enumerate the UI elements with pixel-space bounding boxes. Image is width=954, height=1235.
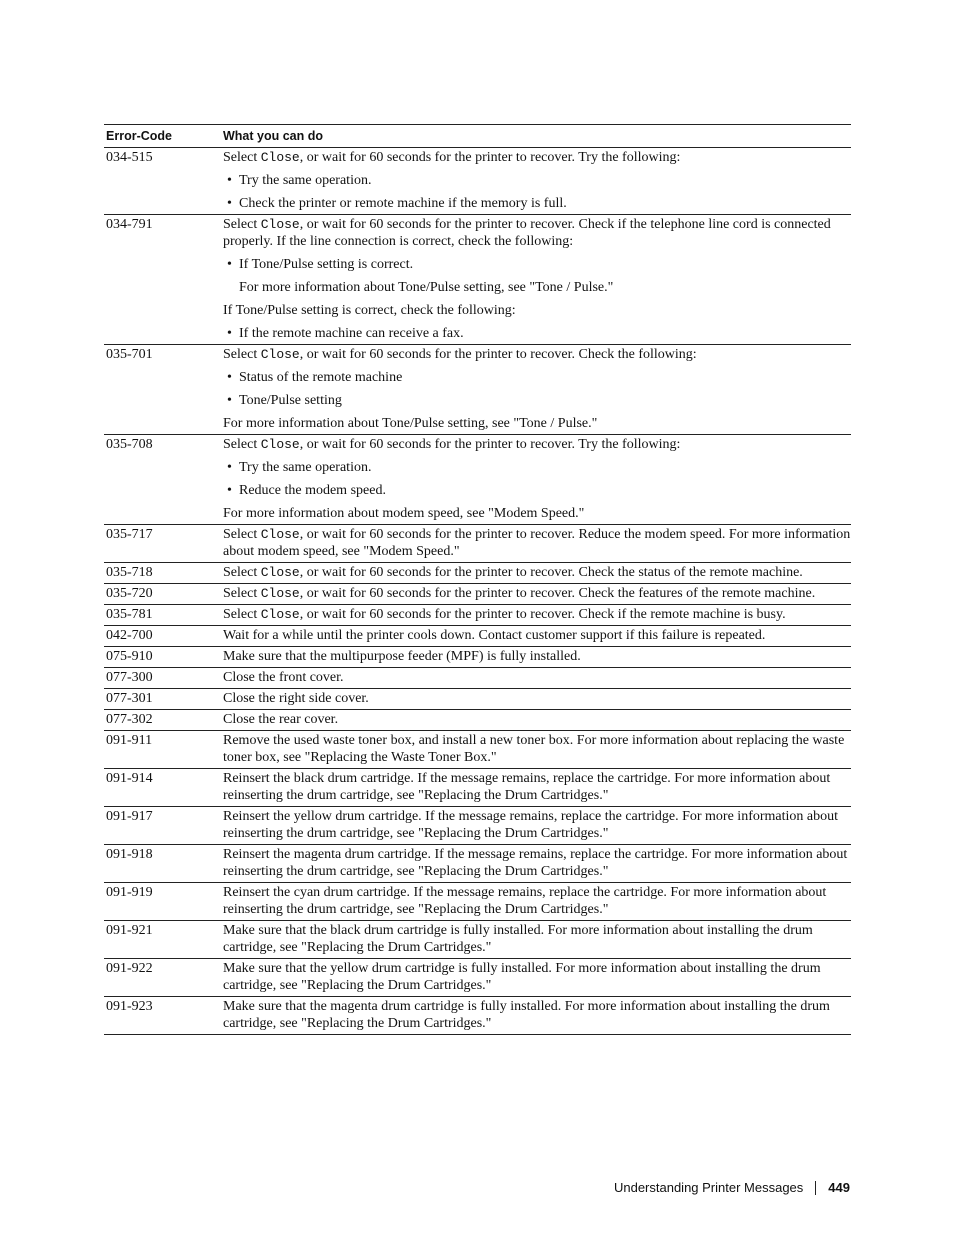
footer-separator	[815, 1181, 816, 1195]
error-code-cell: 035-708	[106, 437, 153, 452]
action-cell	[223, 345, 851, 434]
table-row	[104, 883, 851, 921]
table-row	[104, 668, 851, 689]
error-code-cell: 077-301	[106, 691, 153, 706]
header-error-code: Error-Code	[106, 129, 172, 143]
action-text	[223, 526, 851, 560]
action-cell	[223, 710, 851, 730]
close-command-text: Close	[260, 217, 300, 232]
action-text	[223, 770, 851, 804]
action-text-part: Make sure that the multipurpose feeder (MPF) is fully installed.	[223, 649, 581, 664]
action-text-part: , or wait for 60 seconds for the printer to recover. Reduce the modem speed. For more information about modem speed, see "Modem Speed."	[223, 527, 851, 559]
page-number: 449	[828, 1180, 850, 1195]
action-text-part: Select	[223, 347, 261, 362]
action-cell	[223, 563, 851, 583]
action-text-part: Select	[223, 437, 261, 452]
table-row	[104, 626, 851, 647]
action-text	[223, 846, 851, 880]
action-cell	[223, 647, 851, 667]
action-text	[223, 669, 851, 686]
action-cell	[223, 883, 851, 920]
bullet-item: • Try the same operation.	[223, 459, 851, 476]
action-text-part: Make sure that the magenta drum cartridge is fully installed. For more information about installing the drum cartridge, see "Replacing the Drum Cartridges."	[223, 999, 830, 1031]
action-text	[223, 505, 851, 522]
action-text	[223, 149, 851, 166]
action-text	[223, 884, 851, 918]
action-text	[223, 585, 851, 602]
error-code-cell: 035-718	[106, 565, 153, 580]
error-code-cell: 091-922	[106, 961, 153, 976]
bullet-item: • Try the same operation.	[223, 172, 851, 189]
action-text-part: Select	[223, 586, 261, 601]
close-command-text: Close	[260, 565, 300, 580]
bullet-item: • Status of the remote machine	[223, 369, 851, 386]
error-code-cell: 091-917	[106, 809, 153, 824]
action-text-part: Make sure that the yellow drum cartridge is fully installed. For more information about installing the drum cartridge, see "Replacing the Drum Cartridges."	[223, 961, 821, 993]
error-code-table	[104, 124, 851, 1035]
action-cell	[223, 689, 851, 709]
table-row	[104, 997, 851, 1035]
error-code-cell: 091-914	[106, 771, 153, 786]
action-text-part: For more information about Tone/Pulse setting, see "Tone / Pulse."	[223, 416, 598, 431]
action-text-part: Make sure that the black drum cartridge is fully installed. For more information about installing the drum cartridge, see "Replacing the Drum Cartridges."	[223, 923, 813, 955]
table-row	[104, 921, 851, 959]
table-row	[104, 647, 851, 668]
action-cell	[223, 668, 851, 688]
action-text	[223, 732, 851, 766]
close-command-text: Close	[260, 347, 300, 362]
close-command-text: Close	[260, 437, 300, 452]
action-text-part: Wait for a while until the printer cools down. Contact customer support if this failure is repeated.	[223, 628, 766, 643]
error-code-cell: 091-919	[106, 885, 153, 900]
error-code-cell: 035-701	[106, 347, 153, 362]
action-text-part: , or wait for 60 seconds for the printer to recover. Try the following:	[299, 437, 681, 452]
action-text-part: Select	[223, 150, 261, 165]
action-text	[223, 960, 851, 994]
table-row	[104, 689, 851, 710]
header-what-you-can-do: What you can do	[223, 129, 323, 143]
error-code-cell: 091-923	[106, 999, 153, 1014]
action-text-part: Close the right side cover.	[223, 691, 369, 706]
action-text-part: Select	[223, 607, 261, 622]
action-text	[223, 564, 851, 581]
action-cell	[223, 921, 851, 958]
action-text	[223, 998, 851, 1032]
action-cell	[223, 626, 851, 646]
bullet-item: • Tone/Pulse setting	[223, 392, 851, 409]
action-text-part: Select	[223, 217, 261, 232]
action-cell	[223, 997, 851, 1034]
error-code-cell: 035-720	[106, 586, 153, 601]
action-text-part: Select	[223, 565, 261, 580]
table-row	[104, 845, 851, 883]
table-row	[104, 959, 851, 997]
close-command-text: Close	[260, 586, 300, 601]
error-code-cell: 091-918	[106, 847, 153, 862]
action-text-part: Close the rear cover.	[223, 712, 339, 727]
close-command-text: Close	[260, 150, 300, 165]
close-command-text: Close	[260, 607, 300, 622]
table-row	[104, 345, 851, 435]
action-text	[223, 627, 851, 644]
table-row	[104, 148, 851, 215]
bullet-item: • Reduce the modem speed.	[223, 482, 851, 499]
error-code-cell: 091-921	[106, 923, 153, 938]
error-code-cell: 091-911	[106, 733, 153, 748]
bullet-item: • If the remote machine can receive a fax.	[223, 325, 851, 342]
action-cell	[223, 845, 851, 882]
error-code-cell: 077-302	[106, 712, 153, 727]
action-cell	[223, 605, 851, 625]
error-code-cell: 034-515	[106, 150, 153, 165]
action-text	[223, 436, 851, 453]
table-row	[104, 215, 851, 345]
action-text	[223, 922, 851, 956]
action-text	[223, 690, 851, 707]
error-code-cell: 035-781	[106, 607, 153, 622]
table-row	[104, 525, 851, 563]
table-row	[104, 807, 851, 845]
action-cell	[223, 807, 851, 844]
action-text	[223, 302, 851, 319]
table-row	[104, 563, 851, 584]
close-command-text: Close	[260, 527, 300, 542]
table-row	[104, 710, 851, 731]
table-row	[104, 605, 851, 626]
action-text	[223, 808, 851, 842]
action-text	[223, 711, 851, 728]
error-code-cell: 075-910	[106, 649, 153, 664]
action-cell	[223, 959, 851, 996]
action-text-part: Close the front cover.	[223, 670, 344, 685]
action-cell	[223, 584, 851, 604]
error-code-cell: 042-700	[106, 628, 153, 643]
action-text-part: Reinsert the magenta drum cartridge. If the message remains, replace the cartridge. For more information about reinserting the drum cartridge, see "Replacing the Drum Cartridges."	[223, 847, 848, 879]
footer-section-title: Understanding Printer Messages	[613, 1180, 804, 1195]
bullet-item: • Check the printer or remote machine if the memory is full.	[223, 195, 851, 212]
action-text	[223, 606, 851, 623]
action-text-part: , or wait for 60 seconds for the printer to recover. Check if the telephone line cord is connected properly. If the line connection is correct, check the following:	[223, 217, 831, 249]
table-header	[104, 124, 851, 148]
action-text	[223, 216, 851, 250]
action-cell	[223, 148, 851, 214]
action-text-part: If Tone/Pulse setting is correct, check the following:	[223, 303, 516, 318]
action-text-part: Reinsert the cyan drum cartridge. If the message remains, replace the cartridge. For more information about reinserting the drum cartridge, see "Replacing the Drum Cartridges."	[223, 885, 827, 917]
action-text-part: Reinsert the yellow drum cartridge. If the message remains, replace the cartridge. For more information about reinserting the drum cartridge, see "Replacing the Drum Cartridges."	[223, 809, 839, 841]
error-code-cell: 035-717	[106, 527, 153, 542]
action-text-part: For more information about modem speed, see "Modem Speed."	[223, 506, 585, 521]
error-code-cell: 077-300	[106, 670, 153, 685]
table-row	[104, 731, 851, 769]
page-footer	[614, 1180, 850, 1195]
action-text-part: , or wait for 60 seconds for the printer to recover. Check the features of the remote machine.	[299, 586, 816, 601]
action-text	[223, 415, 851, 432]
action-text	[223, 648, 851, 665]
action-text-part: , or wait for 60 seconds for the printer to recover. Check the status of the remote machine.	[299, 565, 803, 580]
action-text-part: Select	[223, 527, 261, 542]
action-cell	[223, 769, 851, 806]
sub-note: For more information about Tone/Pulse setting, see "Tone / Pulse."	[239, 280, 614, 295]
bullet-item: • If Tone/Pulse setting is correct.	[223, 256, 851, 273]
action-text	[223, 346, 851, 363]
action-cell	[223, 731, 851, 768]
action-cell	[223, 435, 851, 524]
action-text-part: , or wait for 60 seconds for the printer to recover. Check the following:	[299, 347, 697, 362]
action-text-part: Reinsert the black drum cartridge. If the message remains, replace the cartridge. For more information about reinserting the drum cartridge, see "Replacing the Drum Cartridges."	[223, 771, 831, 803]
table-row	[104, 584, 851, 605]
action-text-part: , or wait for 60 seconds for the printer to recover. Try the following:	[299, 150, 681, 165]
action-cell	[223, 525, 851, 562]
table-body	[104, 148, 851, 1035]
table-row	[104, 435, 851, 525]
table-row	[104, 769, 851, 807]
action-text-part: , or wait for 60 seconds for the printer to recover. Check if the remote machine is busy.	[299, 607, 786, 622]
error-code-cell: 034-791	[106, 217, 153, 232]
action-text-part: Remove the used waste toner box, and install a new toner box. For more information about replacing the waste toner box, see "Replacing the Waste Toner Box."	[223, 733, 845, 765]
action-cell	[223, 215, 851, 344]
